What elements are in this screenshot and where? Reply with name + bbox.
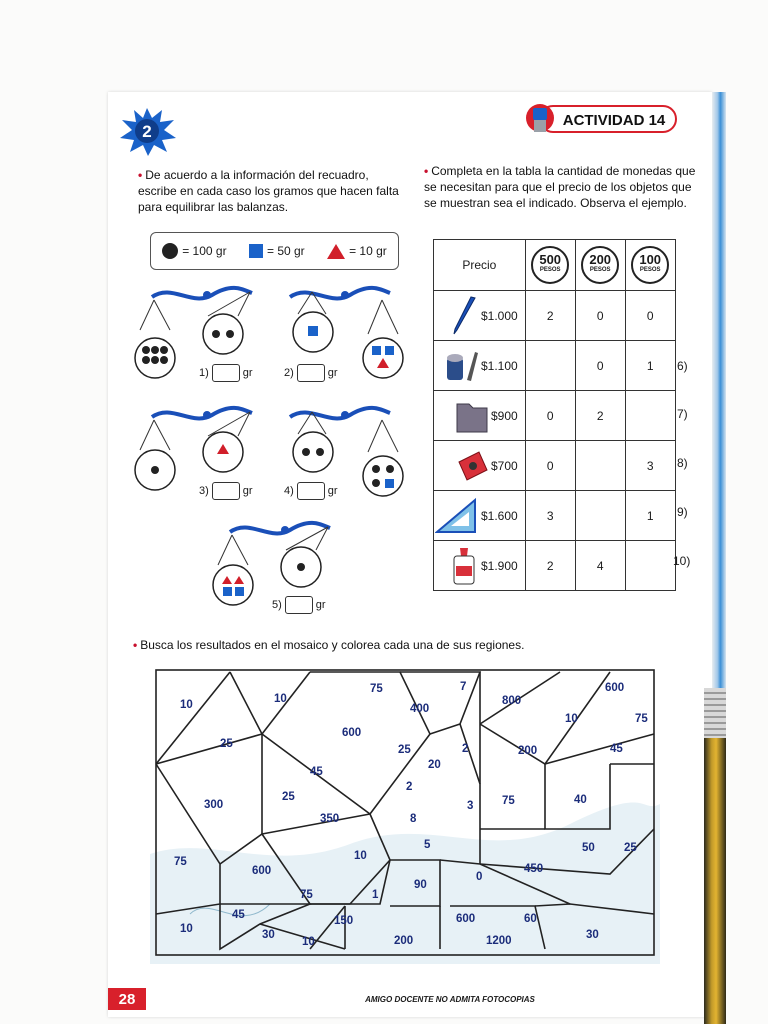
row-number: 8) — [677, 456, 688, 470]
mosaic-number: 50 — [582, 842, 595, 854]
row-number: 7) — [677, 407, 688, 421]
mosaic-number: 400 — [410, 703, 430, 715]
table-cell[interactable] — [525, 341, 575, 391]
glue-tape-icon — [445, 346, 479, 386]
mosaic-number: 600 — [605, 682, 625, 694]
page-number: 28 — [108, 988, 146, 1010]
mosaic-instruction: • Busca los resultados en el mosaico y colorea cada una de sus regiones. — [133, 638, 525, 652]
table-cell[interactable]: 2 — [525, 291, 575, 341]
mosaic-number: 300 — [204, 799, 224, 811]
mosaic-number: 25 — [282, 791, 295, 803]
table-cell[interactable]: 2 — [575, 391, 625, 441]
pencil — [704, 688, 726, 1024]
coin-100-icon: 100 PESOS — [631, 246, 669, 284]
table-row: $900 0 2 — [434, 391, 676, 441]
table-cell[interactable]: 1 — [625, 491, 675, 541]
answer-2-box[interactable] — [297, 364, 325, 382]
mosaic-number: 350 — [320, 813, 340, 825]
mosaic-number: 10 — [302, 936, 315, 948]
table-cell[interactable]: 1 — [625, 341, 675, 391]
table-cell[interactable]: 3 — [625, 441, 675, 491]
mosaic — [150, 664, 660, 964]
mosaic-number: 20 — [428, 759, 441, 771]
coin-100-header — [625, 240, 675, 291]
row-number: 10) — [673, 554, 691, 568]
answer-3: 3) gr — [199, 482, 253, 500]
table-row: $700 0 3 — [434, 441, 676, 491]
table-row: $1.000 2 0 0 — [434, 291, 676, 341]
mosaic-number: 10 — [180, 923, 193, 935]
activity-label: ACTIVIDAD 14 — [562, 112, 666, 129]
table-cell[interactable]: 2 — [525, 541, 575, 591]
mosaic-number: 3 — [467, 800, 474, 812]
coin-200-header — [575, 240, 625, 291]
mosaic-number: 200 — [394, 935, 414, 947]
mosaic-number: 75 — [635, 713, 648, 725]
balance-instruction: • De acuerdo a la información del recuadro, escribe en cada caso los gramos que hacen falta para equilibrar las balanzas. — [138, 168, 399, 214]
answer-4: 4) gr — [284, 482, 338, 500]
table-cell[interactable] — [575, 491, 625, 541]
mosaic-number: 30 — [262, 929, 275, 941]
table-row: $1.600 3 1 — [434, 491, 676, 541]
mosaic-number: 90 — [414, 879, 427, 891]
table-cell[interactable]: 0 — [575, 341, 625, 391]
mosaic-number: 75 — [370, 683, 383, 695]
mosaic-number: 45 — [310, 766, 323, 778]
table-cell[interactable]: 0 — [525, 391, 575, 441]
pencil-ferrule — [704, 688, 726, 738]
answer-4-box[interactable] — [297, 482, 325, 500]
square-icon — [249, 244, 263, 258]
mosaic-number: 25 — [624, 842, 637, 854]
answer-5: 5) gr — [272, 596, 326, 614]
table-cell[interactable]: 4 — [575, 541, 625, 591]
glue-bottle-icon — [449, 546, 479, 586]
table-cell[interactable] — [625, 541, 675, 591]
mosaic-number: 75 — [174, 856, 187, 868]
mosaic-number: 200 — [518, 745, 538, 757]
mosaic-number: 10 — [274, 693, 287, 705]
activity-banner — [522, 98, 682, 138]
coin-200-icon: 200 PESOS — [581, 246, 619, 284]
coins-instruction: • Completa en la tabla la cantidad de monedas que se necesitan para que el precio de los objetos que se muestran sea el indicado. Observa el ejemplo. — [424, 164, 696, 210]
price-header: Precio — [434, 240, 526, 291]
mosaic-number: 30 — [586, 929, 599, 941]
mosaic-number: 7 — [460, 681, 467, 693]
circle-icon — [162, 243, 178, 259]
answer-3-box[interactable] — [212, 482, 240, 500]
mosaic-number: 40 — [574, 794, 587, 806]
mosaic-number: 25 — [220, 738, 233, 750]
coin-500-header — [525, 240, 575, 291]
row-number: 6) — [677, 359, 688, 373]
mosaic-number: 75 — [300, 889, 313, 901]
mosaic-number: 25 — [398, 744, 411, 756]
mosaic-number: 60 — [524, 913, 537, 925]
mosaic-number: 0 — [476, 871, 483, 883]
mosaic-number: 600 — [252, 865, 272, 877]
mosaic-number: 1 — [372, 889, 379, 901]
weight-legend: = 100 gr = 50 gr = 10 gr — [150, 232, 399, 270]
table-cell[interactable]: 0 — [525, 441, 575, 491]
copyright-notice: AMIGO DOCENTE NO ADMITA FOTOCOPIAS — [365, 995, 535, 1004]
coins-table — [433, 239, 676, 591]
mosaic-number: 1200 — [486, 935, 512, 947]
mosaic-number: 2 — [406, 781, 413, 793]
badge-number: 2 — [142, 122, 152, 141]
mosaic-number: 800 — [502, 695, 522, 707]
table-cell[interactable]: 3 — [525, 491, 575, 541]
mosaic-number: 8 — [410, 813, 417, 825]
table-row: $1.100 0 1 — [434, 341, 676, 391]
mosaic-number: 150 — [334, 915, 354, 927]
balances-illustration — [130, 280, 420, 620]
coin-500-icon: 500 PESOS — [531, 246, 569, 284]
mosaic-number: 600 — [456, 913, 476, 925]
pen-icon — [449, 296, 479, 336]
answer-2: 2) gr — [284, 364, 338, 382]
mosaic-number: 450 — [524, 863, 544, 875]
folder-icon — [455, 396, 489, 436]
table-cell[interactable]: 0 — [625, 291, 675, 341]
balance-3 — [135, 408, 252, 490]
table-row: $1.900 2 4 — [434, 541, 676, 591]
mosaic-number: 10 — [180, 699, 193, 711]
answer-1: 1) gr — [199, 364, 253, 382]
mosaic-number: 2 — [462, 743, 469, 755]
mosaic-number: 600 — [342, 727, 362, 739]
set-square-icon — [435, 496, 479, 536]
table-cell[interactable] — [625, 391, 675, 441]
mosaic-number: 10 — [354, 850, 367, 862]
mosaic-number: 5 — [424, 839, 431, 851]
mosaic-number: 45 — [610, 743, 623, 755]
table-cell[interactable]: 0 — [575, 291, 625, 341]
answer-1-box[interactable] — [212, 364, 240, 382]
row-number: 9) — [677, 505, 688, 519]
balance-5 — [213, 523, 330, 605]
paint-splash-badge — [112, 100, 182, 160]
answer-5-box[interactable] — [285, 596, 313, 614]
triangle-icon — [327, 244, 345, 259]
table-cell[interactable] — [575, 441, 625, 491]
mosaic-number: 10 — [565, 713, 578, 725]
mosaic-number: 45 — [232, 909, 245, 921]
sharpener-icon — [455, 446, 489, 486]
mosaic-number: 75 — [502, 795, 515, 807]
